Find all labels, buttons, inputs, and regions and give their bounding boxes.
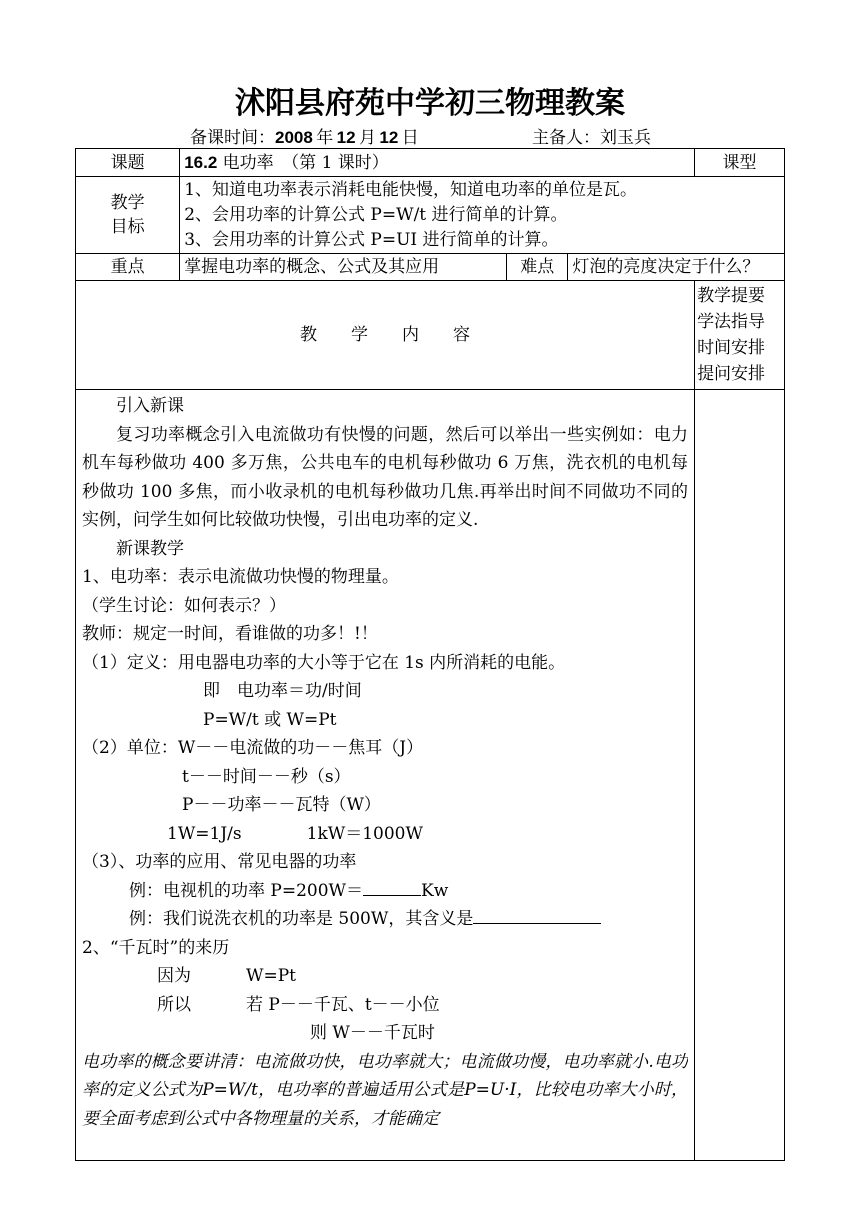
- topic-row: [76, 149, 785, 177]
- goals-label: [76, 177, 180, 254]
- date-day: 12: [379, 128, 399, 147]
- reason-label: 所以: [157, 994, 191, 1015]
- content-line: （学生讨论：如何表示？）: [82, 595, 286, 616]
- lesson-plan-table: [75, 148, 785, 1161]
- content-line: [82, 991, 688, 1020]
- topic-number: 16.2: [184, 152, 218, 172]
- reason-formula: 若 P－－千瓦、t－－小位: [246, 994, 440, 1015]
- type-label: 课型: [695, 149, 785, 177]
- topic-value: [180, 149, 695, 177]
- content-line: 教师：规定一时间，看谁做的功多！!！: [82, 624, 378, 644]
- intro-paragraph: 复习功率概念引入电流做功有快慢的问题，然后可以举出一些实例如：电力机车每秒做功 400 多万焦，公共电车的电机每秒做功 6 万焦，洗衣机的电机每秒做功 100 多焦，而小收录机的电机每秒做功几焦.再举出时间不同做功不同的实例，问学生如何比较做功快慢，引出电功率的定义.: [82, 424, 689, 530]
- side-header: [695, 281, 785, 390]
- key-value: 掌握电功率的概念、公式及其应用: [180, 254, 507, 281]
- content-line: P=W/t 或 W=Pt: [203, 709, 337, 730]
- content-line: 2、“千瓦时”的来历: [82, 937, 230, 958]
- content-header: 教 学 内 容: [76, 281, 695, 390]
- content-line: [82, 820, 688, 849]
- content-line: [82, 877, 688, 906]
- content-line: 1、电功率：表示电流做功快慢的物理量。: [82, 567, 399, 587]
- difficulty-value: 灯泡的亮度决定于什么？: [568, 254, 785, 281]
- prep-date: [190, 123, 419, 148]
- example-text: 例：我们说洗衣机的功率是 500W，其含义是: [129, 909, 474, 929]
- goal-item: 1、知道电功率表示消耗电能快慢，知道电功率的单位是瓦。: [184, 179, 638, 200]
- date-year-unit: 年: [316, 128, 334, 148]
- lesson-content: [82, 392, 688, 1158]
- goals-list: [180, 177, 785, 254]
- content-line: 则 W－－千瓦时: [310, 1023, 435, 1043]
- goals-row: [76, 177, 785, 254]
- goals-label-line-2: 目标: [110, 217, 145, 237]
- content-line: [82, 905, 688, 934]
- date-label: 备课时间：: [190, 128, 275, 148]
- content-row: [76, 390, 785, 1161]
- side-notes-cell: [695, 390, 785, 1161]
- side-header-line: 时间安排: [697, 338, 766, 358]
- goal-item: 2、会用功率的计算公式 P=W/t 进行简单的计算。: [184, 204, 568, 225]
- topic-label: 课题: [76, 149, 180, 177]
- unit-conversion: 1kW＝1000W: [306, 823, 423, 844]
- key-label: 重点: [76, 254, 180, 281]
- date-day-unit: 日: [401, 128, 419, 148]
- reason-label: 因为: [157, 966, 191, 986]
- date-month-unit: 月: [358, 128, 376, 148]
- content-line: （2）单位：W－－电流做的功－－焦耳（J）: [82, 738, 424, 758]
- date-year: 2008: [275, 128, 313, 147]
- topic-text: 电功率 （第 1 课时）: [217, 152, 389, 173]
- difficulty-label: 难点: [507, 254, 568, 281]
- content-line: （3）、功率的应用、常见电器的功率: [82, 852, 357, 872]
- intro-heading: 引入新课: [116, 396, 184, 416]
- unit-conversion: 1W=1J/s: [167, 823, 242, 844]
- new-lesson-heading: 新课教学: [116, 538, 184, 559]
- content-cell: [76, 390, 695, 1161]
- side-header-line: 学法指导: [697, 312, 766, 332]
- content-line: t－－时间－－秒（s）: [182, 766, 351, 787]
- goal-item: 3、会用功率的计算公式 P=UI 进行简单的计算。: [184, 229, 559, 250]
- example-unit: Kw: [421, 880, 449, 901]
- preparer: 主备人：刘玉兵: [532, 128, 651, 148]
- content-line: P－－功率－－瓦特（W）: [182, 795, 381, 815]
- content-line: [82, 962, 688, 991]
- fill-blank: [473, 907, 601, 924]
- content-header-row: [76, 281, 785, 390]
- content-line: 即 电功率＝功/时间: [203, 681, 362, 701]
- reason-formula: W=Pt: [246, 966, 296, 986]
- key-row: [76, 254, 785, 281]
- content-line: （1）定义：用电器电功率的大小等于它在 1s 内所消耗的电能。: [82, 652, 566, 673]
- fill-blank: [363, 879, 421, 896]
- date-month: 12: [336, 128, 356, 147]
- teaching-note: 电功率的概念要讲清：电流做功快，电功率就大；电流做功慢，电功率就小.电功率的定义公式为P=W/t，电功率的普遍适用公式是P=U·I，比较电功率大小时，要全面考虑到公式中各物理量的关系，才能确定: [82, 1051, 689, 1129]
- example-text: 例：电视机的功率 P=200W＝: [129, 880, 364, 901]
- side-header-line: 教学提要: [697, 286, 766, 306]
- page-title: 沭阳县府苑中学初三物理教案: [235, 86, 625, 121]
- goals-label-line-1: 教学: [110, 193, 145, 213]
- side-header-line: 提问安排: [697, 364, 766, 384]
